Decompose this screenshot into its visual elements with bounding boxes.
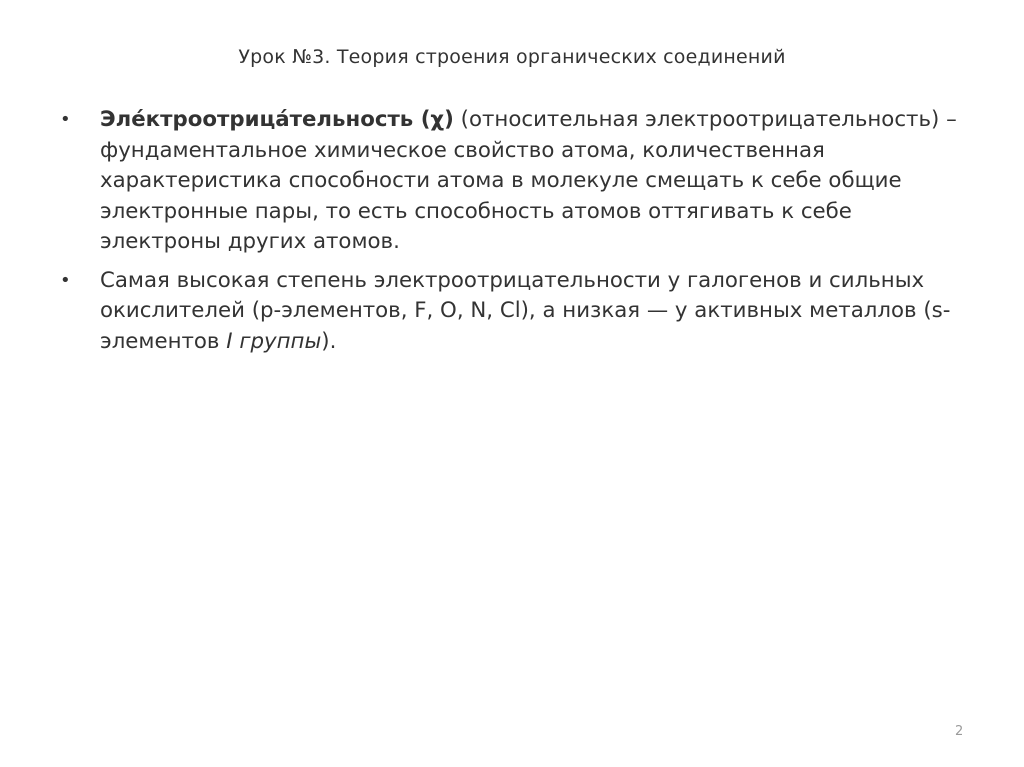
bullet-text (100, 105, 960, 258)
bullet-marker: • (60, 109, 71, 130)
bullet-marker: • (60, 269, 71, 291)
bullet-item (60, 266, 960, 358)
bullet-list (60, 105, 960, 365)
bullet-text-end: ). (321, 328, 337, 354)
definition-text: (относительная электроотрицательность) – фундаментальное химическое свойство атома, количественная характеристика способности атома в молекуле смещать к себе общие электронные пары, то есть способность атомов оттягивать к себе электроны других атомов. (100, 107, 957, 254)
page-number: 2 (955, 724, 964, 739)
definition-term: Эле́ктроотрица́тельность (χ) (100, 107, 454, 132)
bullet-text (100, 266, 960, 358)
bullet-text-start: Самая высокая степень электроотрицательности у галогенов и сильных окислителей (p-элементов, F, O, N, Cl), а низкая — у активных металлов (s-элементов (100, 267, 951, 354)
group-label: I группы (226, 328, 322, 354)
slide-title: Урок №3. Теория строения органических соединений (238, 46, 786, 68)
bullet-item (60, 105, 960, 258)
